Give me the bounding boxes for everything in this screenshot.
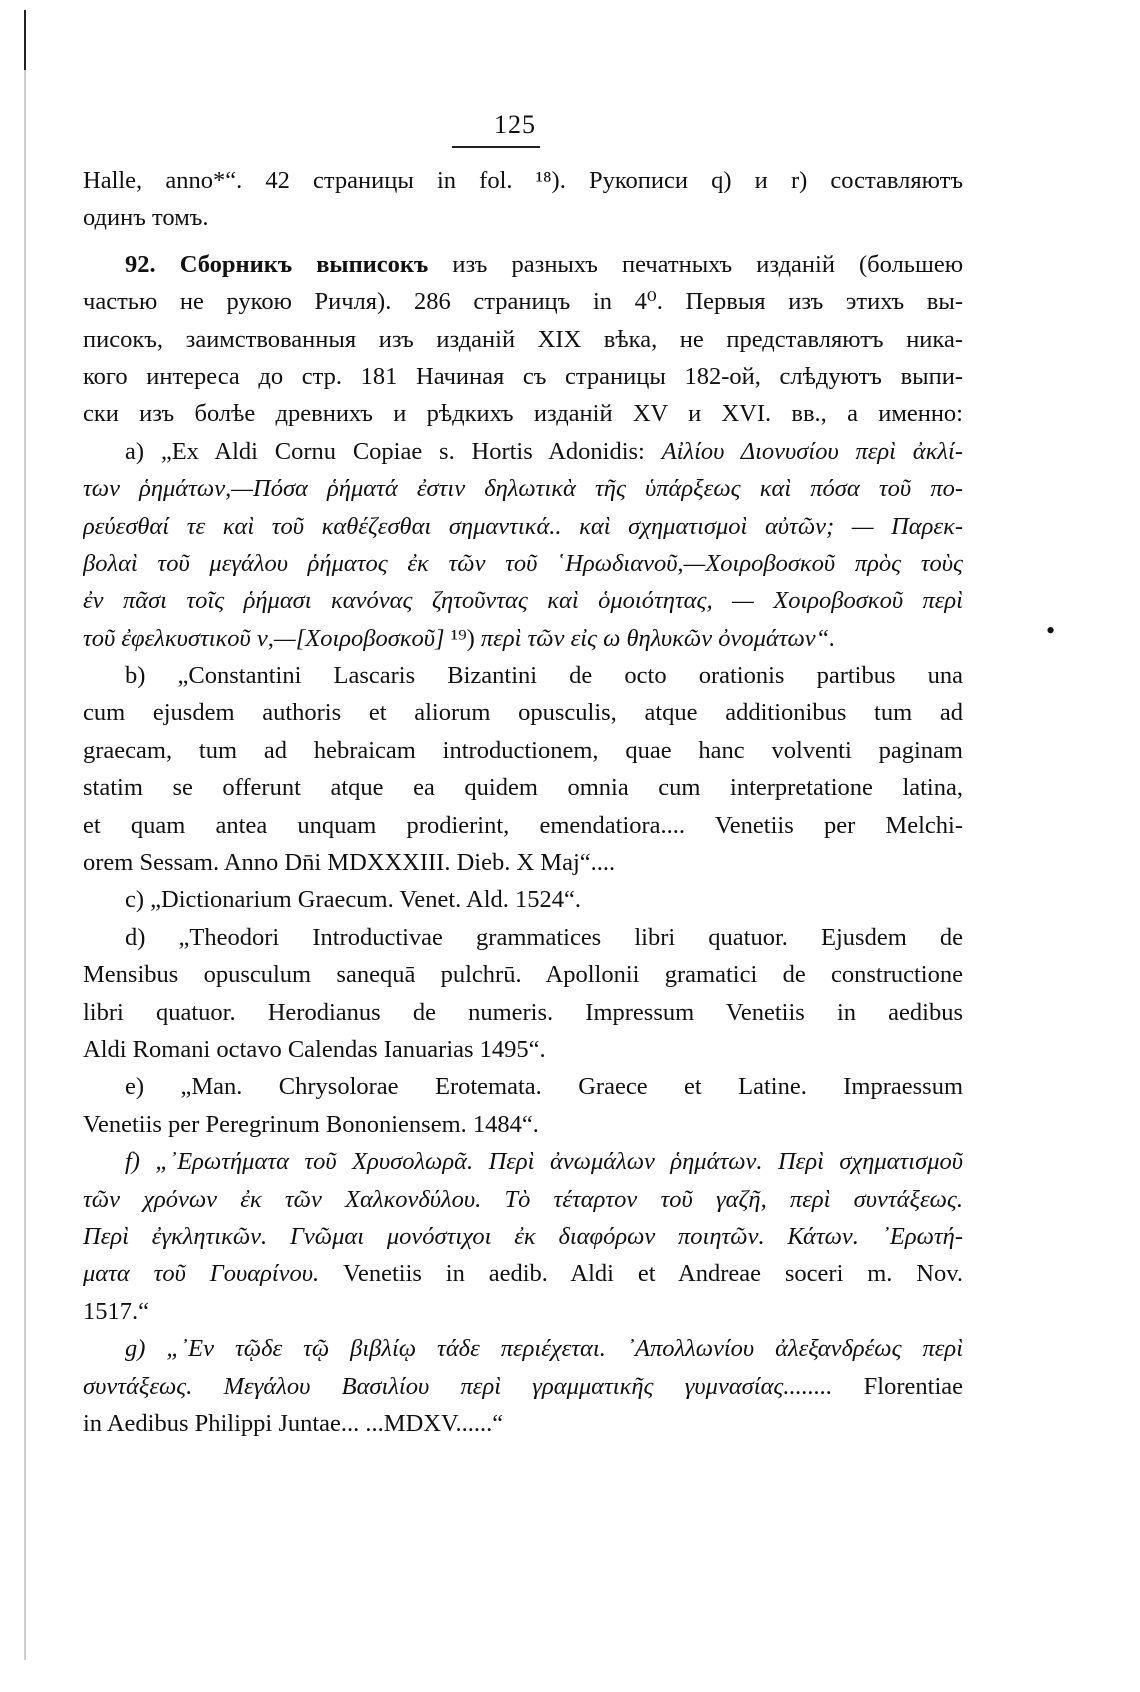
text-line: et quam antea unquam prodierint, emendatiora.... Venetiis per Melchi- xyxy=(83,811,963,839)
text-line: Aldi Romani octavo Calendas Ianuarias 1495“. xyxy=(83,1035,546,1063)
entry-92-heading-line xyxy=(83,246,963,283)
greek-line: των ῥημάτων,—Πόσα ῥήματά ἐστιν δηλωτικὰ τῆς ὑπάρξεως καὶ πόσα τοῦ πο- xyxy=(83,475,963,503)
item-b-line: b) „Constantini Lascaris Bizantini de octo orationis partibus una xyxy=(125,662,963,690)
text-line: ски изъ болѣе древнихъ и рѣдкихъ изданій XV и XVI. вв., а именно: xyxy=(83,400,963,428)
item-a-last-line xyxy=(83,620,963,657)
page-number-container xyxy=(440,110,590,140)
stray-mark: • xyxy=(1046,616,1056,645)
page-number: 125 xyxy=(494,110,536,139)
latin-text: Venetiis in aedib. Aldi et Andreae soceri m. Nov. xyxy=(343,1260,963,1288)
greek-text: περὶ τῶν εἰς ω θηλυκῶν ὀνομάτων“. xyxy=(480,624,836,652)
paragraph-gap xyxy=(83,237,963,246)
greek-line: ἐν πᾶσι τοῖς ῥήμασι κανόνας ζητοῦντας καὶ ὁμοιότητας, — Χοιροβοσκοῦ περὶ xyxy=(83,587,963,615)
text-line: писокъ, заимствованныя изъ изданій XIX вѣка, не представляютъ ника- xyxy=(83,325,963,353)
greek-line: ρεύεσθαί τε καὶ τοῦ καθέζεσθαι σημαντικά.. καὶ σχηματισμοὶ αὐτῶν; — Παρεκ- xyxy=(83,512,963,540)
text-line: in Aedibus Philippi Juntae... ...MDXV......“ xyxy=(83,1409,504,1437)
item-f-mixed-line xyxy=(83,1255,963,1292)
item-g-line: g) „᾿Εν τῷδε τῷ βιβλίῳ τάδε περιέχεται. ᾿Απολλωνίου ἀλεξανδρέως περὶ xyxy=(125,1335,963,1363)
text-line: Halle, anno*“. 42 страницы in fol. ¹⁸). Рукописи q) и r) составляютъ xyxy=(83,167,963,194)
greek-text: τοῦ ἐφελκυστικοῦ ν,—[Χοιροβοσκοῦ] xyxy=(83,624,445,652)
text-line: 1517.“ xyxy=(83,1297,149,1325)
greek-line: βολαὶ τοῦ μεγάλου ῥήματος ἐκ τῶν τοῦ ῾Ηρωδιανοῦ,—Χοιροβοσκοῦ πρὸς τοὺς xyxy=(83,549,963,577)
text-line: cum ejusdem authoris et aliorum opusculis, atque additionibus tum ad xyxy=(83,699,963,727)
item-a-first-line xyxy=(83,433,963,470)
greek-line: Περὶ ἐγκλητικῶν. Γνῶμαι μονόστιχοι ἐκ διαφόρων ποιητῶν. Κάτων. ᾿Ερωτή- xyxy=(83,1222,963,1250)
entry-heading-rest: изъ разныхъ печатныхъ изданій (большею xyxy=(452,250,963,278)
item-f-line: f) „᾿Ερωτήματα τοῦ Χρυσολωρᾶ. Περὶ ἀνωμάλων ῥημάτων. Περὶ σχηματισμοῦ xyxy=(125,1148,963,1176)
text-line: Venetiis per Peregrinum Bononiensem. 1484“. xyxy=(83,1110,539,1138)
item-a-latin: a) „Ex Aldi Cornu Copiae s. Hortis Adonidis: xyxy=(125,437,645,465)
greek-text: συντάξεως. Μεγάλου Βασιλίου περὶ γραμματικῆς γυμνασίας........ xyxy=(83,1372,833,1400)
text-line: orem Sessam. Anno Dn̄i MDXXXIII. Dieb. X Maj“.... xyxy=(83,849,616,877)
entry-title: Сборникъ выписокъ xyxy=(179,250,429,278)
page-number-rule xyxy=(452,146,540,148)
entry-number: 92. xyxy=(125,250,156,278)
item-e-line: e) „Man. Chrysolorae Erotemata. Graece et Latine. Impraessum xyxy=(125,1073,963,1101)
footnote-ref: ¹⁹) xyxy=(450,624,475,652)
item-a-greek: Αἰλίου Διονυσίου περὶ ἀκλί- xyxy=(661,437,963,465)
text-line: statim se offerunt atque ea quidem omnia cum interpretatione latina, xyxy=(83,774,963,802)
text-line: Mensibus opusculum sanequā pulchrū. Apollonii gramatici de constructione xyxy=(83,961,963,989)
greek-line: τῶν χρόνων ἐκ τῶν Χαλκονδύλου. Τὸ τέταρτον τοῦ γαζῆ, περὶ συντάξεως. xyxy=(83,1185,963,1213)
page-edge-line xyxy=(24,10,26,1660)
item-g-mixed-line xyxy=(83,1368,963,1405)
item-c-line: c) „Dictionarium Graecum. Venet. Ald. 1524“. xyxy=(125,886,582,914)
document-body xyxy=(83,162,963,1442)
text-line: graecam, tum ad hebraicam introductionem, quae hanc volventi paginam xyxy=(83,736,963,764)
text-line: libri quatuor. Herodianus de numeris. Impressum Venetiis in aedibus xyxy=(83,998,963,1026)
text-line: частью не рукою Ричля). 286 страницъ in 4⁰. Первыя изъ этихъ вы- xyxy=(83,288,963,316)
text-line: кого интереса до стр. 181 Начиная съ страницы 182-ой, слѣдуютъ выпи- xyxy=(83,362,963,390)
item-d-line: d) „Theodori Introductivae grammatices libri quatuor. Ejusdem de xyxy=(125,923,963,951)
latin-text: Florentiae xyxy=(863,1372,963,1400)
greek-text: ματα τοῦ Γουαρίνου. xyxy=(83,1260,320,1288)
text-line: одинъ томъ. xyxy=(83,204,209,232)
